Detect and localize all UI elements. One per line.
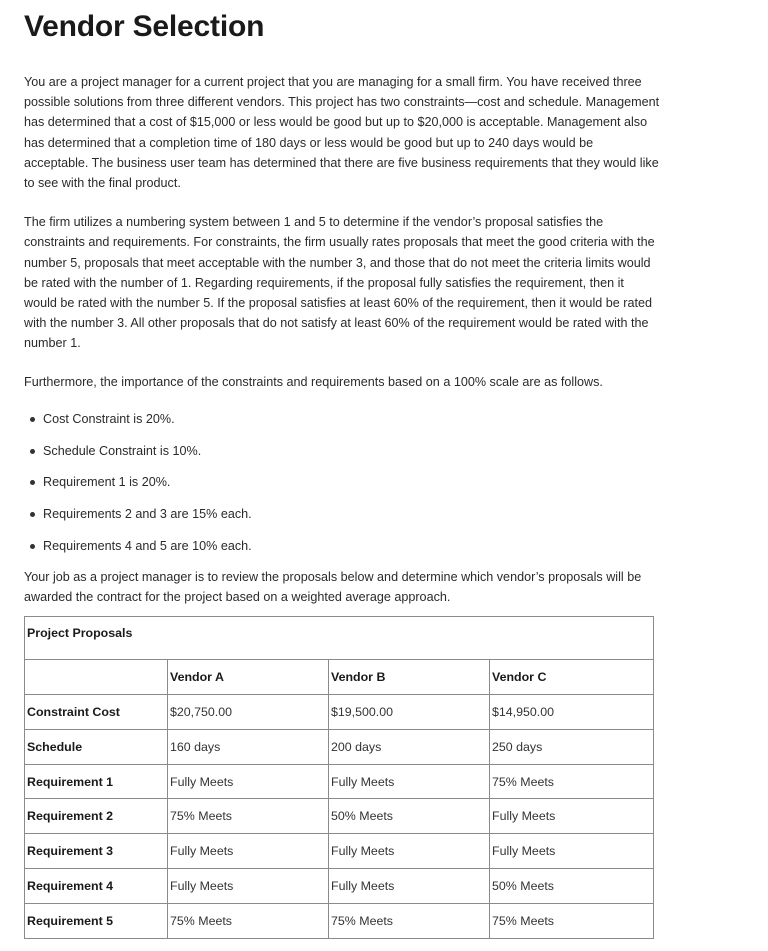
row-label: Requirement 2	[25, 799, 168, 834]
list-item	[24, 441, 660, 461]
table-row	[25, 799, 654, 834]
bullet-icon	[30, 449, 35, 454]
weights-intro-paragraph: Furthermore, the importance of the constraints and requirements based on a 100% scale are as follows.	[24, 374, 603, 389]
list-item	[24, 472, 660, 492]
table-cell: $20,750.00	[168, 695, 329, 730]
row-label: Schedule	[25, 729, 168, 764]
table-row	[25, 869, 654, 904]
table-caption-row	[25, 617, 654, 660]
table-cell: Fully Meets	[168, 764, 329, 799]
table-caption: Project Proposals	[25, 617, 654, 660]
row-label: Requirement 5	[25, 903, 168, 938]
table-cell: 75% Meets	[168, 799, 329, 834]
table-cell: Fully Meets	[490, 799, 654, 834]
table-cell: 75% Meets	[490, 764, 654, 799]
table-header-cell: Vendor C	[490, 660, 654, 695]
table-row	[25, 764, 654, 799]
table-cell: 50% Meets	[329, 799, 490, 834]
list-item	[24, 409, 660, 429]
bullet-icon	[30, 512, 35, 517]
table-cell: Fully Meets	[329, 834, 490, 869]
page-title: Vendor Selection	[24, 10, 265, 43]
table-cell: Fully Meets	[329, 764, 490, 799]
table-cell: Fully Meets	[168, 869, 329, 904]
proposals-table	[24, 616, 654, 938]
table-cell: 75% Meets	[329, 903, 490, 938]
table-cell: Fully Meets	[329, 869, 490, 904]
intro-paragraph: You are a project manager for a current project that you are managing for a small firm. You have received three possible solutions from three different vendors. This project has two constraints—cost and schedule. Management has determined that a cost of $15,000 or less would be good but up to $20,000 is acceptable. Management also has determined that a completion time of 180 days or less would be good but up to 240 days would be acceptable. The business user team has determined that there are five business requirements that they would like to see with the final product.	[24, 75, 660, 191]
table-cell: 50% Meets	[490, 869, 654, 904]
table-row	[25, 729, 654, 764]
table-row	[25, 903, 654, 938]
list-item-text: Requirements 2 and 3 are 15% each.	[43, 507, 252, 522]
task-paragraph: Your job as a project manager is to review the proposals below and determine which vendor’s proposals will be awarded the contract for the project based on a weighted average approach.	[24, 569, 642, 605]
bullet-icon	[30, 417, 35, 422]
list-item-text: Schedule Constraint is 10%.	[43, 443, 202, 458]
weights-list	[24, 409, 660, 556]
bullet-icon	[30, 480, 35, 485]
list-item	[24, 504, 660, 524]
list-item-text: Requirements 4 and 5 are 10% each.	[43, 539, 252, 554]
table-cell: $14,950.00	[490, 695, 654, 730]
table-cell: Fully Meets	[168, 834, 329, 869]
bullet-icon	[30, 544, 35, 549]
list-item-text: Cost Constraint is 20%.	[43, 411, 175, 426]
table-cell: Fully Meets	[490, 834, 654, 869]
rating-paragraph: The firm utilizes a numbering system between 1 and 5 to determine if the vendor’s proposal satisfies the constraints and requirements. For constraints, the firm usually rates proposals that meet the good criteria with the number 5, proposals that meet acceptable with the number 3, and those that do not meet the criteria limits would be rated with the number of 1. Regarding requirements, if the proposal fully satisfies the requirement, then it would be rated with the number 5. If the proposal satisfies at least 60% of the requirement, then it would be rated with the number 3. All other proposals that do not satisfy at least 60% of the requirement would be rated with the number 1.	[24, 215, 655, 351]
row-label: Requirement 1	[25, 764, 168, 799]
table-header-cell	[25, 660, 168, 695]
table-cell: 75% Meets	[168, 903, 329, 938]
list-item-text: Requirement 1 is 20%.	[43, 475, 171, 490]
row-label: Requirement 4	[25, 869, 168, 904]
table-row	[25, 695, 654, 730]
table-header-cell: Vendor B	[329, 660, 490, 695]
table-cell: 160 days	[168, 729, 329, 764]
table-row	[25, 834, 654, 869]
row-label: Constraint Cost	[25, 695, 168, 730]
table-cell: $19,500.00	[329, 695, 490, 730]
table-header-cell: Vendor A	[168, 660, 329, 695]
document-page	[24, 0, 660, 939]
table-cell: 75% Meets	[490, 903, 654, 938]
table-header-row	[25, 660, 654, 695]
table-cell: 250 days	[490, 729, 654, 764]
table-cell: 200 days	[329, 729, 490, 764]
list-item	[24, 536, 660, 556]
row-label: Requirement 3	[25, 834, 168, 869]
